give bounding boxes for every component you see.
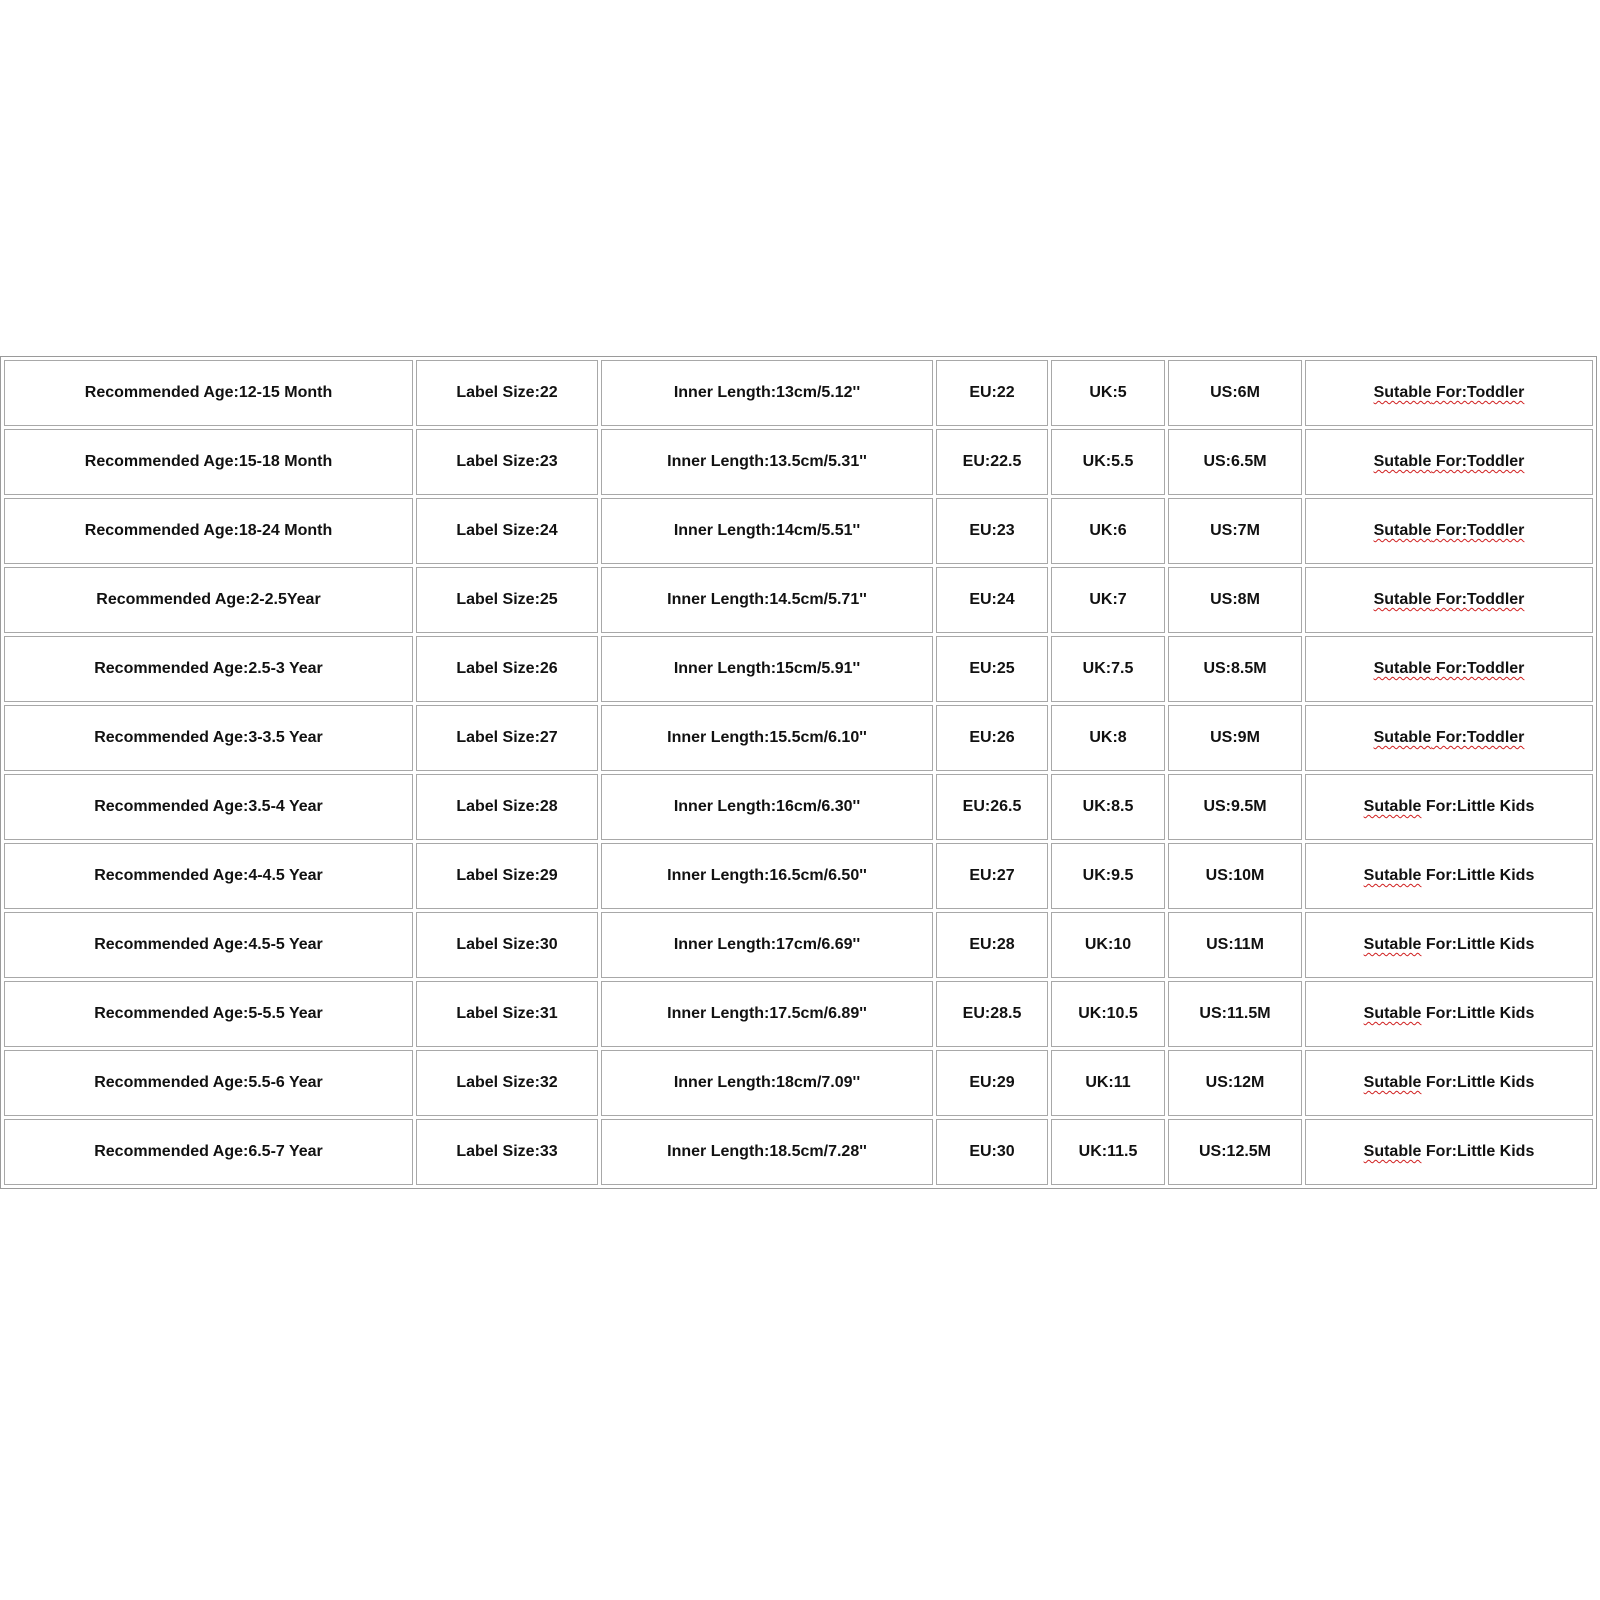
recommended-age-cell: Recommended Age:3-3.5 Year <box>4 705 413 771</box>
suitable-for-text: For:Toddler <box>1431 729 1525 746</box>
suitable-for-cell <box>1305 774 1593 840</box>
table-row <box>4 429 1593 495</box>
recommended-age-cell: Recommended Age:2.5-3 Year <box>4 636 413 702</box>
eu-size-cell: EU:22 <box>936 360 1048 426</box>
label-size-cell: Label Size:31 <box>416 981 598 1047</box>
recommended-age-cell: Recommended Age:4-4.5 Year <box>4 843 413 909</box>
suitable-word: Sutable <box>1363 1074 1422 1091</box>
inner-length-cell: Inner Length:17cm/6.69'' <box>601 912 933 978</box>
eu-size-cell: EU:24 <box>936 567 1048 633</box>
uk-size-cell: UK:11.5 <box>1051 1119 1165 1185</box>
recommended-age-cell: Recommended Age:5-5.5 Year <box>4 981 413 1047</box>
inner-length-cell: Inner Length:14.5cm/5.71'' <box>601 567 933 633</box>
recommended-age-cell: Recommended Age:3.5-4 Year <box>4 774 413 840</box>
eu-size-cell: EU:28.5 <box>936 981 1048 1047</box>
uk-size-cell: UK:10 <box>1051 912 1165 978</box>
suitable-word: Sutable <box>1363 1005 1422 1022</box>
inner-length-cell: Inner Length:16cm/6.30'' <box>601 774 933 840</box>
inner-length-cell: Inner Length:18.5cm/7.28'' <box>601 1119 933 1185</box>
suitable-for-cell <box>1305 429 1593 495</box>
suitable-for-cell <box>1305 567 1593 633</box>
table-row <box>4 912 1593 978</box>
recommended-age-cell: Recommended Age:5.5-6 Year <box>4 1050 413 1116</box>
suitable-for-text: For:Little Kids <box>1421 936 1535 953</box>
recommended-age-cell: Recommended Age:2-2.5Year <box>4 567 413 633</box>
label-size-cell: Label Size:29 <box>416 843 598 909</box>
inner-length-cell: Inner Length:14cm/5.51'' <box>601 498 933 564</box>
suitable-for-cell <box>1305 498 1593 564</box>
label-size-cell: Label Size:23 <box>416 429 598 495</box>
us-size-cell: US:6.5M <box>1168 429 1302 495</box>
size-chart-table <box>0 356 1597 1189</box>
us-size-cell: US:11M <box>1168 912 1302 978</box>
suitable-word: Sutable <box>1363 798 1422 815</box>
recommended-age-cell: Recommended Age:18-24 Month <box>4 498 413 564</box>
us-size-cell: US:10M <box>1168 843 1302 909</box>
suitable-word: Sutable <box>1373 522 1432 539</box>
table-row <box>4 1050 1593 1116</box>
suitable-for-cell <box>1305 1119 1593 1185</box>
suitable-for-cell <box>1305 360 1593 426</box>
label-size-cell: Label Size:27 <box>416 705 598 771</box>
suitable-for-cell <box>1305 636 1593 702</box>
suitable-word: Sutable <box>1373 729 1432 746</box>
label-size-cell: Label Size:33 <box>416 1119 598 1185</box>
table-row <box>4 843 1593 909</box>
suitable-word: Sutable <box>1373 660 1432 677</box>
uk-size-cell: UK:7.5 <box>1051 636 1165 702</box>
table-row <box>4 498 1593 564</box>
eu-size-cell: EU:29 <box>936 1050 1048 1116</box>
uk-size-cell: UK:8.5 <box>1051 774 1165 840</box>
us-size-cell: US:12.5M <box>1168 1119 1302 1185</box>
uk-size-cell: UK:6 <box>1051 498 1165 564</box>
suitable-for-text: For:Little Kids <box>1421 1074 1535 1091</box>
suitable-for-text: For:Toddler <box>1431 660 1525 677</box>
table-row <box>4 567 1593 633</box>
suitable-for-text: For:Little Kids <box>1421 867 1535 884</box>
suitable-word: Sutable <box>1373 453 1432 470</box>
suitable-for-text: For:Toddler <box>1431 384 1525 401</box>
us-size-cell: US:8.5M <box>1168 636 1302 702</box>
label-size-cell: Label Size:28 <box>416 774 598 840</box>
uk-size-cell: UK:7 <box>1051 567 1165 633</box>
suitable-for-text: For:Toddler <box>1431 591 1525 608</box>
table-row <box>4 705 1593 771</box>
eu-size-cell: EU:28 <box>936 912 1048 978</box>
inner-length-cell: Inner Length:13.5cm/5.31'' <box>601 429 933 495</box>
size-chart-body <box>4 360 1593 1185</box>
uk-size-cell: UK:8 <box>1051 705 1165 771</box>
us-size-cell: US:12M <box>1168 1050 1302 1116</box>
suitable-for-cell <box>1305 843 1593 909</box>
suitable-word: Sutable <box>1363 867 1422 884</box>
suitable-for-cell <box>1305 981 1593 1047</box>
table-row <box>4 636 1593 702</box>
recommended-age-cell: Recommended Age:15-18 Month <box>4 429 413 495</box>
inner-length-cell: Inner Length:15cm/5.91'' <box>601 636 933 702</box>
recommended-age-cell: Recommended Age:12-15 Month <box>4 360 413 426</box>
uk-size-cell: UK:5.5 <box>1051 429 1165 495</box>
suitable-word: Sutable <box>1363 1143 1422 1160</box>
inner-length-cell: Inner Length:16.5cm/6.50'' <box>601 843 933 909</box>
us-size-cell: US:9M <box>1168 705 1302 771</box>
uk-size-cell: UK:5 <box>1051 360 1165 426</box>
suitable-for-cell <box>1305 705 1593 771</box>
eu-size-cell: EU:23 <box>936 498 1048 564</box>
us-size-cell: US:7M <box>1168 498 1302 564</box>
label-size-cell: Label Size:24 <box>416 498 598 564</box>
uk-size-cell: UK:10.5 <box>1051 981 1165 1047</box>
table-row <box>4 1119 1593 1185</box>
table-row <box>4 360 1593 426</box>
inner-length-cell: Inner Length:13cm/5.12'' <box>601 360 933 426</box>
suitable-for-text: For:Toddler <box>1431 453 1525 470</box>
suitable-for-cell <box>1305 912 1593 978</box>
suitable-for-text: For:Toddler <box>1431 522 1525 539</box>
suitable-word: Sutable <box>1373 591 1432 608</box>
us-size-cell: US:9.5M <box>1168 774 1302 840</box>
uk-size-cell: UK:11 <box>1051 1050 1165 1116</box>
table-row <box>4 981 1593 1047</box>
suitable-word: Sutable <box>1363 936 1422 953</box>
label-size-cell: Label Size:22 <box>416 360 598 426</box>
label-size-cell: Label Size:25 <box>416 567 598 633</box>
uk-size-cell: UK:9.5 <box>1051 843 1165 909</box>
label-size-cell: Label Size:30 <box>416 912 598 978</box>
label-size-cell: Label Size:26 <box>416 636 598 702</box>
label-size-cell: Label Size:32 <box>416 1050 598 1116</box>
eu-size-cell: EU:27 <box>936 843 1048 909</box>
us-size-cell: US:11.5M <box>1168 981 1302 1047</box>
table-row <box>4 774 1593 840</box>
suitable-for-text: For:Little Kids <box>1421 1143 1535 1160</box>
suitable-word: Sutable <box>1373 384 1432 401</box>
inner-length-cell: Inner Length:17.5cm/6.89'' <box>601 981 933 1047</box>
eu-size-cell: EU:26.5 <box>936 774 1048 840</box>
inner-length-cell: Inner Length:18cm/7.09'' <box>601 1050 933 1116</box>
us-size-cell: US:6M <box>1168 360 1302 426</box>
suitable-for-text: For:Little Kids <box>1421 798 1535 815</box>
recommended-age-cell: Recommended Age:6.5-7 Year <box>4 1119 413 1185</box>
inner-length-cell: Inner Length:15.5cm/6.10'' <box>601 705 933 771</box>
eu-size-cell: EU:26 <box>936 705 1048 771</box>
suitable-for-cell <box>1305 1050 1593 1116</box>
eu-size-cell: EU:30 <box>936 1119 1048 1185</box>
suitable-for-text: For:Little Kids <box>1421 1005 1535 1022</box>
eu-size-cell: EU:25 <box>936 636 1048 702</box>
us-size-cell: US:8M <box>1168 567 1302 633</box>
recommended-age-cell: Recommended Age:4.5-5 Year <box>4 912 413 978</box>
eu-size-cell: EU:22.5 <box>936 429 1048 495</box>
